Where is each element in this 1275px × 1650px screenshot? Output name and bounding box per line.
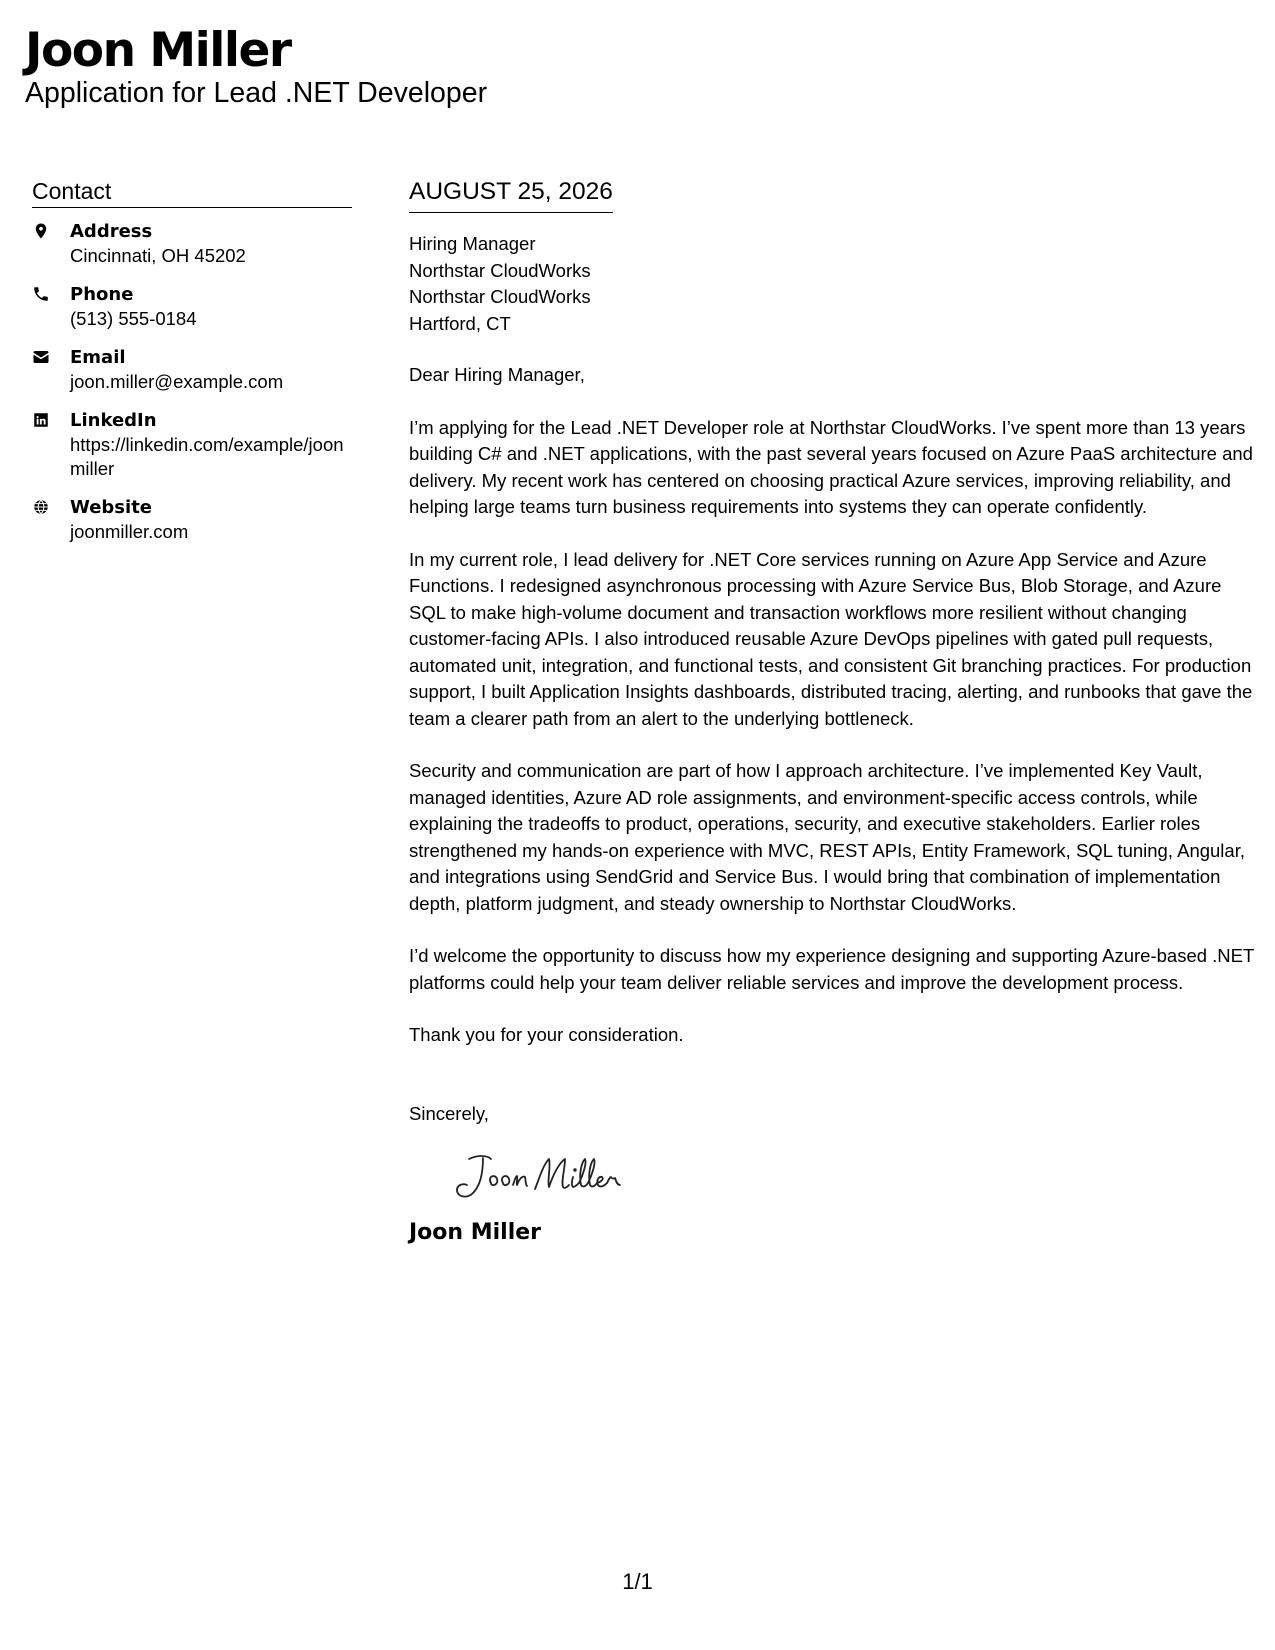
letter-body — [409, 177, 1254, 1247]
map-pin-icon — [32, 220, 70, 242]
contact-value-address: Cincinnati, OH 45202 — [70, 245, 246, 266]
contact-value-linkedin[interactable]: https://linkedin.com/example/joonmiller — [70, 434, 344, 479]
contact-sidebar — [32, 177, 352, 559]
contact-heading: Contact — [32, 177, 352, 208]
recipient-line: Northstar CloudWorks — [409, 259, 591, 281]
body-paragraph: I’d welcome the opportunity to discuss how my experience designing and supporting Azure-based .NET platforms could help your team deliver reliable services and improve the development process. — [409, 945, 1254, 993]
applicant-name: Joon Miller — [25, 23, 291, 78]
contact-label-address: Address — [70, 221, 153, 242]
contact-item-phone — [32, 283, 352, 331]
recipient-line: Hiring Manager — [409, 233, 536, 254]
contact-item-email — [32, 346, 352, 394]
body-paragraph: Security and communication are part of how I approach architecture. I’ve implemented Key Vault, managed identities, Azure AD role assignments, and environment-specific access controls, while explaining the tradeoffs to product, operations, security, and executive stakeholders. Earlier roles strengthened my hands-on experience with MVC, REST APIs, Entity Framework, SQL tuning, Angular, and integrations using SendGrid and Service Bus. I would bring that combination of implementation depth, platform judgment, and steady ownership to Northstar CloudWorks. — [409, 760, 1245, 914]
contact-item-linkedin — [32, 409, 352, 481]
contact-value-website[interactable]: joonmiller.com — [70, 521, 189, 542]
body-paragraph: I’m applying for the Lead .NET Developer role at Northstar CloudWorks. I’ve spent more than 13 years building C# and .NET applications, with the past several years focused on Azure PaaS architecture and delivery. My recent work has centered on choosing practical Azure services, improving reliability, and helping large teams turn business requirements into systems they can operate confidently. — [409, 416, 1253, 517]
contact-label-email: Email — [70, 347, 126, 368]
application-subtitle: Application for Lead .NET Developer — [25, 77, 488, 109]
body-paragraph: In my current role, I lead delivery for .NET Core services running on Azure App Service and Azure Functions. I redesigned asynchronous processing with Azure Service Bus, Blob Storage, and Azure SQL to make high-volume document and transaction workflows more resilient without changing customer-facing APIs. I also introduced reusable Azure DevOps pipelines with gated pull requests, automated unit, integration, and functional tests, and consistent Git branching practices. For production support, I built Application Insights dashboards, distributed tracing, alerting, and runbooks that gave the team a clearer path from an alert to the underlying bottleneck. — [409, 548, 1253, 729]
signature-image — [439, 1145, 639, 1205]
contact-label-phone: Phone — [70, 284, 134, 305]
recipient-line: Northstar CloudWorks — [409, 286, 591, 307]
contact-label-website: Website — [70, 497, 153, 518]
linkedin-icon — [32, 409, 70, 431]
letter-date: AUGUST 25, 2026 — [409, 177, 613, 213]
recipient-line: Hartford, CT — [409, 312, 511, 334]
contact-value-phone: (513) 555-0184 — [70, 308, 197, 329]
recipient-block — [409, 231, 1254, 337]
closing-thanks: Thank you for your consideration. — [409, 1024, 684, 1045]
globe-icon — [32, 496, 70, 518]
page-number: 1/1 — [622, 1569, 653, 1594]
letter-header — [25, 22, 487, 110]
envelope-icon — [32, 346, 70, 368]
contact-item-website — [32, 496, 352, 544]
phone-icon — [32, 283, 70, 305]
salutation: Dear Hiring Manager, — [409, 364, 585, 385]
contact-item-address — [32, 220, 352, 268]
sign-off: Sincerely, — [409, 1102, 489, 1124]
contact-label-linkedin: LinkedIn — [70, 410, 157, 431]
handwritten-signature — [439, 1145, 639, 1205]
signer-name: Joon Miller — [409, 1220, 542, 1245]
contact-value-email: joon.miller@example.com — [70, 371, 284, 392]
